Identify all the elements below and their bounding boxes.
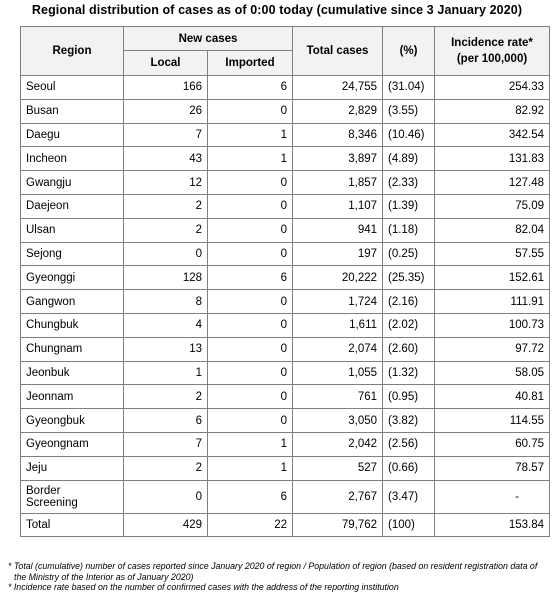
percent-cell: (3.55) (383, 99, 435, 123)
table-row (21, 218, 550, 242)
percent-cell: (100) (383, 513, 435, 536)
imported-cell: 6 (208, 76, 293, 100)
incidence-cell: 153.84 (435, 513, 550, 536)
local-cell: 166 (124, 76, 208, 100)
region-cell: Gangwon (21, 290, 124, 314)
table-row (21, 409, 550, 433)
table-body (21, 76, 550, 537)
local-cell: 43 (124, 147, 208, 171)
imported-cell: 0 (208, 313, 293, 337)
region-cell: Gyeongbuk (21, 409, 124, 433)
region-cell: Daegu (21, 123, 124, 147)
imported-cell: 1 (208, 456, 293, 480)
table-title: Regional distribution of cases as of 0:00 today (cumulative since 3 January 2020) (31, 3, 523, 17)
total-cell: 2,829 (293, 99, 383, 123)
table-row (21, 194, 550, 218)
local-cell: 2 (124, 194, 208, 218)
imported-cell: 22 (208, 513, 293, 536)
total-cell: 24,755 (293, 76, 383, 100)
imported-cell: 0 (208, 242, 293, 266)
region-cell: Chungnam (21, 337, 124, 361)
imported-cell: 0 (208, 171, 293, 195)
percent-cell: (25.35) (383, 266, 435, 290)
imported-cell: 0 (208, 361, 293, 385)
percent-cell: (2.02) (383, 313, 435, 337)
percent-cell: (2.16) (383, 290, 435, 314)
imported-cell: 0 (208, 385, 293, 409)
region-label-line1: Border (26, 484, 61, 497)
local-cell: 1 (124, 361, 208, 385)
total-cell: 1,055 (293, 361, 383, 385)
percent-cell: (2.33) (383, 171, 435, 195)
table-row (21, 99, 550, 123)
region-cell: Incheon (21, 147, 124, 171)
table-row (21, 432, 550, 456)
region-cell: Total (21, 513, 124, 536)
imported-cell: 1 (208, 432, 293, 456)
total-cell: 527 (293, 456, 383, 480)
local-cell: 2 (124, 218, 208, 242)
total-cell: 2,767 (293, 480, 383, 513)
region-cell: Gyeongnam (21, 432, 124, 456)
local-cell: 2 (124, 385, 208, 409)
percent-cell: (0.25) (383, 242, 435, 266)
total-cell: 2,074 (293, 337, 383, 361)
total-cell: 3,897 (293, 147, 383, 171)
incidence-cell: 60.75 (435, 432, 550, 456)
region-cell: Ulsan (21, 218, 124, 242)
imported-cell: 0 (208, 337, 293, 361)
incidence-cell: 342.54 (435, 123, 550, 147)
header-incidence-rate (435, 27, 550, 76)
header-new-cases: New cases (124, 27, 293, 51)
imported-cell: 0 (208, 218, 293, 242)
table-row (21, 361, 550, 385)
imported-cell: 6 (208, 480, 293, 513)
total-cell: 1,857 (293, 171, 383, 195)
region-cell: Jeonnam (21, 385, 124, 409)
local-cell: 7 (124, 432, 208, 456)
incidence-cell: 152.61 (435, 266, 550, 290)
incidence-cell: 254.33 (435, 76, 550, 100)
local-cell: 13 (124, 337, 208, 361)
table-row (21, 385, 550, 409)
percent-cell: (0.66) (383, 456, 435, 480)
incidence-cell: 40.81 (435, 385, 550, 409)
imported-cell: 6 (208, 266, 293, 290)
table-row-total (21, 513, 550, 536)
total-cell: 1,107 (293, 194, 383, 218)
total-cell: 761 (293, 385, 383, 409)
region-cell: Jeonbuk (21, 361, 124, 385)
total-cell: 1,724 (293, 290, 383, 314)
regional-cases-table (20, 26, 550, 537)
incidence-cell: 78.57 (435, 456, 550, 480)
local-cell: 8 (124, 290, 208, 314)
table-row (21, 456, 550, 480)
percent-cell: (2.60) (383, 337, 435, 361)
imported-cell: 0 (208, 290, 293, 314)
table-row (21, 337, 550, 361)
footnote-2: * Incidence rate based on the number of confirmed cases with the address of the reporting institution (8, 582, 399, 592)
incidence-cell: 127.48 (435, 171, 550, 195)
table-row (21, 242, 550, 266)
header-incidence-line1: Incidence rate* (451, 37, 533, 49)
header-region: Region (21, 27, 124, 76)
header-imported: Imported (208, 51, 293, 76)
percent-cell: (1.32) (383, 361, 435, 385)
header-total-cases: Total cases (293, 27, 383, 76)
percent-cell: (3.47) (383, 480, 435, 513)
percent-cell: (2.56) (383, 432, 435, 456)
region-cell: Gwangju (21, 171, 124, 195)
total-cell: 197 (293, 242, 383, 266)
region-cell (21, 480, 124, 513)
region-cell: Jeju (21, 456, 124, 480)
table-row (21, 147, 550, 171)
local-cell: 4 (124, 313, 208, 337)
incidence-cell: 57.55 (435, 242, 550, 266)
region-cell: Sejong (21, 242, 124, 266)
total-cell: 3,050 (293, 409, 383, 433)
percent-cell: (3.82) (383, 409, 435, 433)
local-cell: 0 (124, 242, 208, 266)
table-row (21, 266, 550, 290)
incidence-cell: 97.72 (435, 337, 550, 361)
imported-cell: 1 (208, 123, 293, 147)
table-row (21, 171, 550, 195)
total-cell: 1,611 (293, 313, 383, 337)
table-row-border-screening (21, 480, 550, 513)
incidence-cell: 111.91 (435, 290, 550, 314)
incidence-cell: 131.83 (435, 147, 550, 171)
region-cell: Busan (21, 99, 124, 123)
local-cell: 0 (124, 480, 208, 513)
region-cell: Gyeonggi (21, 266, 124, 290)
local-cell: 128 (124, 266, 208, 290)
region-cell: Chungbuk (21, 313, 124, 337)
percent-cell: (1.39) (383, 194, 435, 218)
incidence-cell: 100.73 (435, 313, 550, 337)
percent-cell: (4.89) (383, 147, 435, 171)
imported-cell: 0 (208, 194, 293, 218)
incidence-cell: 75.09 (435, 194, 550, 218)
total-cell: 20,222 (293, 266, 383, 290)
region-cell: Daejeon (21, 194, 124, 218)
total-cell: 79,762 (293, 513, 383, 536)
region-cell: Seoul (21, 76, 124, 100)
incidence-cell: 58.05 (435, 361, 550, 385)
footnote-1-line2: the Ministry of the Interior as of January 2020) (14, 571, 194, 582)
total-cell: 2,042 (293, 432, 383, 456)
header-percent: (%) (383, 27, 435, 76)
footnote-1-line1: * Total (cumulative) number of cases reported since January 2020 of region / Population of region (based on resident registration data of (8, 561, 538, 571)
header-local: Local (124, 51, 208, 76)
imported-cell: 1 (208, 147, 293, 171)
local-cell: 7 (124, 123, 208, 147)
local-cell: 12 (124, 171, 208, 195)
percent-cell: (1.18) (383, 218, 435, 242)
local-cell: 26 (124, 99, 208, 123)
imported-cell: 0 (208, 99, 293, 123)
header-incidence-line2: (per 100,000) (456, 53, 528, 65)
footnotes (8, 561, 552, 593)
percent-cell: (31.04) (383, 76, 435, 100)
percent-cell: (10.46) (383, 123, 435, 147)
imported-cell: 0 (208, 409, 293, 433)
table-row (21, 313, 550, 337)
local-cell: 2 (124, 456, 208, 480)
table-row (21, 76, 550, 100)
percent-cell: (0.95) (383, 385, 435, 409)
local-cell: 429 (124, 513, 208, 536)
table-row (21, 290, 550, 314)
region-label-line2: Screening (26, 496, 78, 509)
incidence-cell: 82.92 (435, 99, 550, 123)
table-row (21, 123, 550, 147)
incidence-cell: 114.55 (435, 409, 550, 433)
total-cell: 8,346 (293, 123, 383, 147)
incidence-cell: 82.04 (435, 218, 550, 242)
local-cell: 6 (124, 409, 208, 433)
total-cell: 941 (293, 218, 383, 242)
incidence-cell: - (435, 480, 550, 513)
